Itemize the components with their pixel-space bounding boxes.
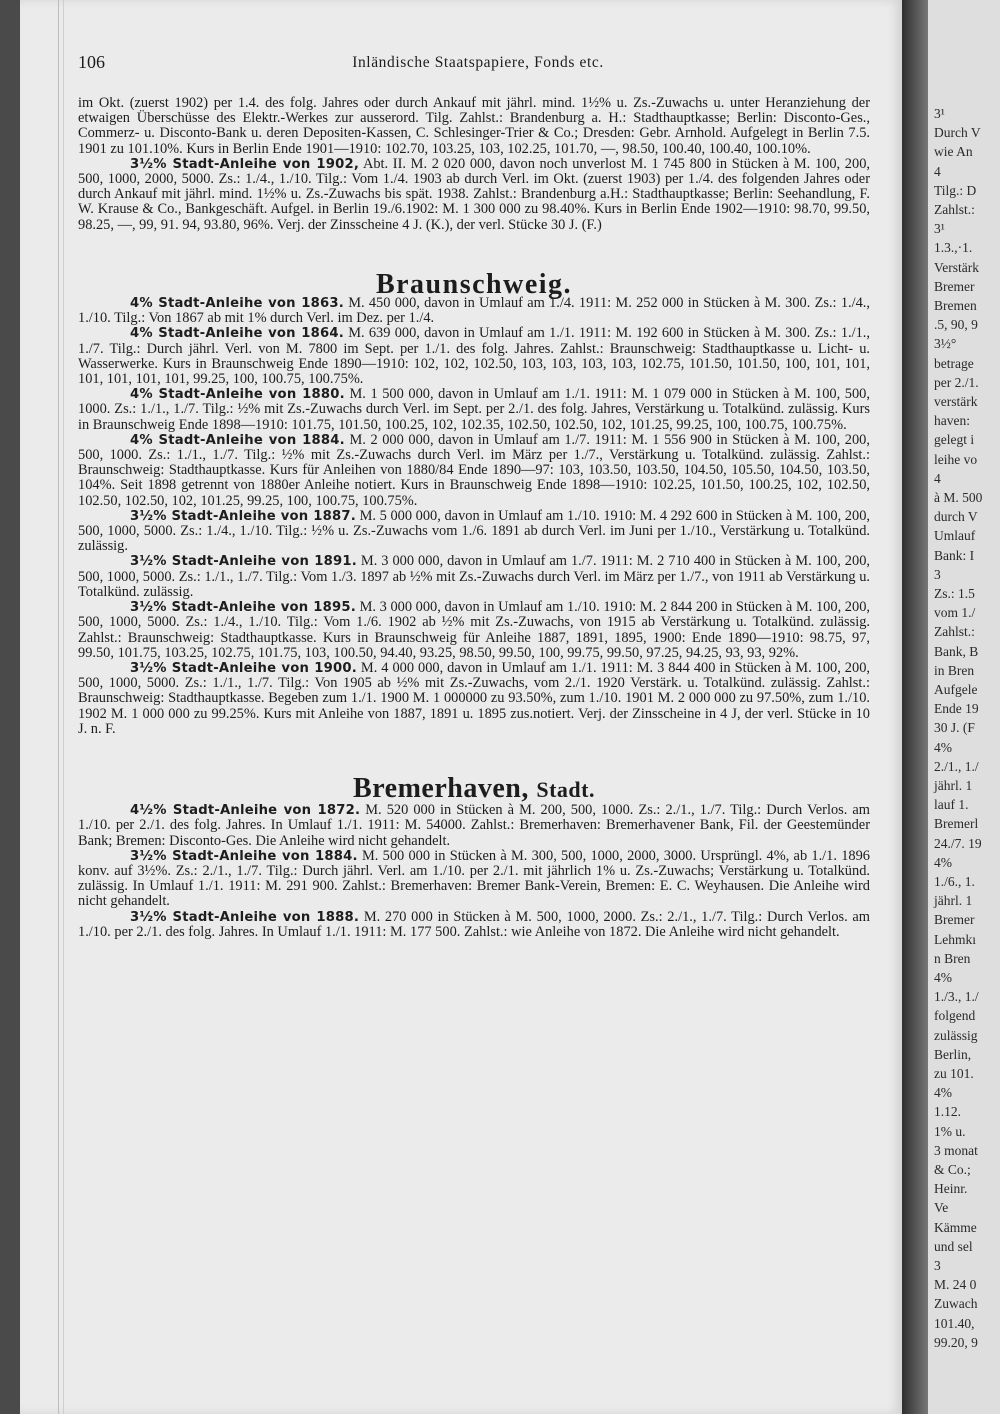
adjacent-page-fragment: in Bren bbox=[934, 662, 975, 678]
adjacent-page-fragment: jährl. 1 bbox=[934, 778, 973, 793]
adjacent-page-fragment: 3½° bbox=[934, 336, 957, 352]
entry-title: 3½% Stadt-Anleihe von 1888. bbox=[130, 909, 360, 925]
entry-title: 4% Stadt-Anleihe von 1864. bbox=[130, 326, 344, 342]
entry-brandenburg-1902 bbox=[78, 157, 870, 233]
entry-braunschweig-1900 bbox=[78, 661, 870, 737]
adjacent-page-fragment: n Bren bbox=[934, 950, 971, 966]
adjacent-page-fragment: 2./1., 1./ bbox=[934, 758, 979, 774]
adjacent-page-fragment: 1./6., 1. bbox=[934, 874, 975, 889]
section-heading-bremerhaven bbox=[78, 772, 870, 804]
entry-braunschweig-1864 bbox=[78, 326, 870, 387]
adjacent-page-fragment: 3¹ bbox=[934, 106, 945, 121]
adjacent-page-fragment: Tilg.: D bbox=[934, 182, 977, 198]
adjacent-page-fragment: lauf 1. bbox=[934, 797, 969, 813]
adjacent-page-fragment: 1./3., 1./ bbox=[934, 989, 979, 1005]
adjacent-page-fragment: Bank: I bbox=[934, 547, 975, 563]
adjacent-page-fragment: Berlin, bbox=[934, 1046, 972, 1062]
entry-text: M. 639 000, davon in Umlauf am 1./1. 1911: M. 192 600 in Stücken à M. 300. Zs.: 1./1., 1./7. Tilg.: Durch jährl. Verl. von M. 7800 im Sept. per 1./1. des folg. Jahres. Zahlst.: Braunschweig: Stadthauptkasse u. Licht- u. Wasserwerke. Kurs in Braunschweig Ende 1890—1910: 102, 102, 102.50, 103, 103, 103, 103, 102.75, 101.50, 101.50, 100, 101, 101, 101, 101, 101, 101, 99.25, 100, 100.75, 100.75%. bbox=[78, 325, 870, 388]
entry-title: 4% Stadt-Anleihe von 1863. bbox=[130, 296, 344, 312]
adjacent-page-fragment: Lehmkı bbox=[934, 931, 976, 947]
adjacent-page-fragment: Ende 19 bbox=[934, 701, 979, 717]
entry-braunschweig-1880 bbox=[78, 387, 870, 433]
adjacent-page-fragment: 4% bbox=[934, 970, 952, 985]
adjacent-page-fragment: Bremer bbox=[934, 278, 975, 294]
adjacent-page-fragment: 4% bbox=[934, 1085, 952, 1101]
page-number: 106 bbox=[78, 52, 105, 72]
adjacent-page-fragment: 101.40, bbox=[934, 1315, 975, 1331]
adjacent-page-fragment: 1% u. bbox=[934, 1123, 966, 1139]
adjacent-page-fragment: Kämme bbox=[934, 1219, 977, 1235]
adjacent-page-fragment: 24./7. 19 bbox=[934, 835, 982, 851]
entry-text: M. 1 500 000, davon in Umlauf am 1./1. 1911: M. 1 079 000 in Stücken à M. 100, 500, 1000. Zs.: 1./1., 1./7. Tilg.: ½% mit Zs.-Zuwachs durch Verl. im Sept. per 2./1. des folg. Jahres, Verstärkung u. Totalkünd. zulässig. Kurs in Braunschweig Ende 1898—1910: 101.75, 101.50, 100.25, 102, 102.35, 102.50, 102.50, 102, 101.25, 99.25, 100, 100.75, 100.75%. bbox=[78, 386, 870, 433]
heading-main: Bremerhaven, bbox=[353, 772, 529, 804]
adjacent-page-fragment: vom 1./ bbox=[934, 605, 976, 621]
entry-braunschweig-1895 bbox=[78, 600, 870, 661]
adjacent-page-fragment: 1.3.,·1. bbox=[934, 240, 973, 256]
adjacent-page-fragment: 4% bbox=[934, 739, 952, 755]
page-header bbox=[78, 52, 878, 76]
entry-title: 3½% Stadt-Anleihe von 1900. bbox=[130, 660, 357, 676]
adjacent-page-fragment: Zahlst.: bbox=[934, 624, 975, 640]
entry-text: M. 450 000, davon in Umlauf am 1./4. 1911: M. 252 000 in Stücken à M. 300. Zs.: 1./4., 1./10. Tilg.: Von 1867 ab mit 1% durch Verl. im Dez. per 1./4. bbox=[78, 295, 870, 327]
adjacent-page-fragment: Zs.: 1.5 bbox=[934, 586, 975, 601]
entry-braunschweig-1891 bbox=[78, 554, 870, 600]
adjacent-page-fragment: zulässig bbox=[934, 1027, 978, 1043]
entry-text: Abt. II. M. 2 020 000, davon noch unverlost M. 1 745 800 in Stücken à M. 100, 200, 500, 1000, 2000, 5000. Zs.: 1./4., 1./10. Tilg.: Vom 1./4. 1903 ab durch Verl. im Okt. (zuerst 1903) per 1./4. des folgenden Jahres oder durch Ankauf mit jährl. mind. 1½% u. Zs.-Zuwachs bis spät. 1938. Zahlst.: Brandenburg a.H.: Stadthauptkasse; Berlin: Seehandlung, F. W. Krause & Co., Bankgeschäft. Aufgel. in Berlin 19./6.1902: M. 1 300 000 zu 98.40%. Kurs in Berlin Ende 1902—1910: 98.70, 99.50, 98.25, —, 99, 91. 94, 93.80, 96%. Verj. der Zinsscheine 4 J. (K.), der verl. Stücke 30 J. (F.) bbox=[78, 155, 870, 233]
adjacent-page-fragment: 4 bbox=[934, 163, 941, 179]
entry-title: 3½% Stadt-Anleihe von 1895. bbox=[130, 600, 356, 616]
adjacent-page-fragment: M. 24 0 bbox=[934, 1277, 977, 1293]
entry-braunschweig-1887 bbox=[78, 509, 870, 555]
entry-title: 4% Stadt-Anleihe von 1884. bbox=[130, 432, 345, 448]
entry-bremerhaven-1872 bbox=[78, 803, 870, 849]
adjacent-page-fragment: Bank, B bbox=[934, 643, 979, 659]
entry-text: M. 2 000 000, davon in Umlauf am 1./7. 1911: M. 1 556 900 in Stücken à M. 100, 200, 500, 1000. Zs.: 1./1., 1./7. Tilg.: ½% mit Zs.-Zuwachs durch Verl. im März per 1./7., Verstärkung u. Totalkünd. zulässig. Zahlst.: Braunschweig: Stadthauptkasse. Kurs für Anleihen von 1880/84 Ende 1890—97: 103, 103.50, 103.50, 104.50, 105.50, 104.50, 103.50, 104%. Seit 1898 getrennt von 1880er Anleihe notiert. Kurs in Braunschweig Ende 1898—1910: 102.25, 101.50, 100.25, 102, 102.50, 102.50, 102.50, 102, 101.25, 99.25, 100, 100.75, 100.75%. bbox=[78, 431, 870, 509]
adjacent-page-fragment: 99.20, 9 bbox=[934, 1334, 978, 1350]
adjacent-page-fragment: 4% bbox=[934, 854, 952, 870]
entry-title: 4½% Stadt-Anleihe von 1872. bbox=[130, 803, 361, 819]
adjacent-page-fragment: & Co.; bbox=[934, 1162, 971, 1177]
adjacent-page-fragment: 3 bbox=[934, 1258, 941, 1273]
entry-text: M. 5 000 000, davon in Umlauf am 1./10. 1910: M. 4 292 600 in Stücken à M. 100, 200, 500, 1000, 5000. Zs.: 1./4., 1./10. Tilg.: ½% u. Zs.-Zuwachs vom 1./6. 1891 ab durch Verl. im Juni per 1./10., Verstärkung u. Totalkünd. zulässig. bbox=[78, 507, 870, 555]
section-heading-braunschweig: Braunschweig. bbox=[375, 268, 573, 300]
adjacent-page-fragment: verstärk bbox=[934, 394, 978, 409]
entry-text: M. 520 000 in Stücken à M. 200, 500, 1000. Zs.: 2./1., 1./7. Tilg.: Durch Verlos. am 1./10. per 2./1. des folg. Jahres. In Umlauf 1./1. 1911: M. 54000. Zahlst.: Bremerhaven: Bremerhavener Bank, Fil. der Geestemünder Bank; Bremen: Disconto-Ges. Die Anleihe wird nicht gehandelt. bbox=[78, 802, 870, 849]
adjacent-page-fragment: jährl. 1 bbox=[934, 893, 973, 909]
page-body bbox=[78, 96, 870, 940]
running-head: Inländische Staatspapiere, Fonds etc. bbox=[352, 54, 604, 71]
entry-title: 3½% Stadt-Anleihe von 1891. bbox=[130, 554, 357, 570]
adjacent-page-fragment: per 2./1. bbox=[934, 374, 979, 390]
adjacent-page-fragment: 1.12. bbox=[934, 1104, 961, 1120]
entry-title: 3½% Stadt-Anleihe von 1887. bbox=[130, 508, 356, 524]
adjacent-page-fragment: 3¹ bbox=[934, 221, 945, 237]
entry-text: M. 4 000 000, davon in Umlauf am 1./1. 1911: M. 3 844 400 in Stücken à M. 100, 200, 500, 1000, 5000. Zs.: 1./1., 1./7. Tilg.: Von 1905 ab ½% mit Zs.-Zuwachs, vom 2./1. 1920 Verstärk. u. Totalkünd. zulässig. Zahlst.: Braunschweig: Stadthauptkasse. Begeben zum 1./1. 1900 M. 1 000000 zu 93.50%, zum 1./10. 1901 M. 2 000 000 zu 97.50%, zum 1./10. 1902 M. 1 000 000 zu 99.25%. Kurs mit Anleihe von 1887, 1891 u. 1895 zus.notiert. Verj. der Zinsscheine in 4 J, der verl. Stücke in 10 J. n. F. bbox=[78, 659, 870, 737]
adjacent-page-fragment: zu 101. bbox=[934, 1066, 974, 1081]
adjacent-page-fragment: .5, 90, 9 bbox=[934, 317, 978, 333]
adjacent-page-fragment: 3 monat bbox=[934, 1142, 978, 1158]
adjacent-page-fragment: Bremer bbox=[934, 912, 975, 928]
adjacent-page-fragment: Zuwach bbox=[934, 1296, 978, 1312]
adjacent-page-fragment: 30 J. (F bbox=[934, 720, 975, 736]
adjacent-page-fragment: Bremerl bbox=[934, 816, 979, 832]
adjacent-page-fragment: Heinr. bbox=[934, 1181, 968, 1197]
adjacent-page-edge bbox=[928, 0, 1000, 1414]
adjacent-page-fragment: à M. 500 bbox=[934, 490, 983, 505]
entry-title: 4% Stadt-Anleihe von 1880. bbox=[130, 387, 345, 403]
adjacent-page-fragment: Ve bbox=[934, 1200, 949, 1216]
entry-braunschweig-1863 bbox=[78, 296, 870, 326]
adjacent-page-fragment: gelegt i bbox=[934, 432, 975, 448]
entry-title: 3½% Stadt-Anleihe von 1902, bbox=[130, 156, 360, 172]
adjacent-page-fragment: 4 bbox=[934, 470, 941, 486]
adjacent-page-fragment: Durch V bbox=[934, 125, 981, 141]
binding-edge bbox=[58, 0, 64, 1414]
entry-bremerhaven-1888 bbox=[78, 910, 870, 940]
entry-text: M. 3 000 000, davon in Umlauf am 1./10. 1910: M. 2 844 200 in Stücken à M. 100, 200, 500, 1000, 5000. Zs.: 1./4., 1./10. Tilg.: Vom 1./6. 1902 ab ½% mit Zs.-Zuwachs, von 1915 ab Verstärkung u. Totalkünd. zulässig. Zahlst.: Braunschweig: Stadthauptkasse. Kurs in Braunschweig für Anleihe 1887, 1891, 1895, 1900: Ende 1890—1910: 98.75, 97, 99.50, 101.75, 103.25, 102.75, 101.75, 103, 100.50, 94.40, 93.25, 98.50, 99.50, 100, 99.75, 99.50, 97.25, 94.25, 93, 93, 92%. bbox=[78, 599, 870, 661]
entry-braunschweig-1884 bbox=[78, 433, 870, 509]
adjacent-page-fragment: Umlauf bbox=[934, 528, 976, 544]
adjacent-page-fragment: durch V bbox=[934, 509, 978, 525]
adjacent-page-fragment: folgend bbox=[934, 1008, 976, 1024]
adjacent-page-fragment: haven: bbox=[934, 413, 970, 429]
entry-bremerhaven-1884 bbox=[78, 849, 870, 910]
entry-text: M. 270 000 in Stücken à M. 500, 1000, 2000. Zs.: 2./1., 1./7. Tilg.: Durch Verlos. am 1./10. per 2./1. des folg. Jahres. In Umlauf 1./1. 1911: M. 177 500. Zahlst.: wie Anleihe von 1872. Die Anleihe wird nicht gehandelt. bbox=[78, 908, 870, 940]
adjacent-page-fragment: 3 bbox=[934, 566, 941, 582]
adjacent-page-fragment: leihe vo bbox=[934, 451, 978, 467]
intro-continuation: im Okt. (zuerst 1902) per 1.4. des folg. Jahres oder durch Ankauf mit jährl. mind. 1½% u. Zs.-Zuwachs u. unter Heranziehung der etwaigen Überschüsse des Elektr.-Werkes zur ausserord. Tilg. Zahlst.: Brandenburg a. H.: Stadthauptkasse; Berlin: Disconto-Ges., Commerz- u. Disconto-Bank u. deren Depositen-Kassen, C. Schlesinger-Trier & Co.; Dresden: Gebr. Arnhold. Aufgelegt in Berlin 7.5. 1901 zu 101.10%. Kurs in Berlin Ende 1901—1910: 102.70, 103.25, 103, 102.25, 101.70, —, 98.50, 100.40, 100.40, 100.10%. bbox=[78, 95, 870, 157]
adjacent-page-fragment: und sel bbox=[934, 1238, 973, 1254]
entry-text: M. 500 000 in Stücken à M. 300, 500, 1000, 2000, 3000. Ursprüngl. 4%, ab 1./1. 1896 konv. auf 3½%. Zs.: 2./1., 1./7. Tilg.: Durch jährl. Verl. am 1./10. per 2./1. mit jährlich 1% u. Zs.-Zuwachs; Verstärkung u. Totalkünd. zulässig. In Umlauf 1./1. 1911: M. 291 900. Zahlst.: Bremerhaven: Bremer Bank-Verein, Bremen: E. C. Weyhausen. Die Anleihe wird nicht gehandelt. bbox=[78, 847, 870, 910]
adjacent-page-fragment: Zahlst.: bbox=[934, 202, 975, 217]
entry-title: 3½% Stadt-Anleihe von 1884. bbox=[130, 848, 358, 864]
adjacent-page-fragment: Bremen bbox=[934, 298, 977, 313]
page-gutter bbox=[902, 0, 928, 1414]
adjacent-page-fragment: Aufgele bbox=[934, 682, 978, 697]
adjacent-page-fragment: betrage bbox=[934, 355, 974, 371]
adjacent-page-fragment: wie An bbox=[934, 144, 973, 160]
heading-suffix: Stadt. bbox=[536, 776, 595, 802]
adjacent-page-fragment: Verstärk bbox=[934, 259, 979, 275]
entry-text: M. 3 000 000, davon in Umlauf am 1./7. 1911: M. 2 710 400 in Stücken à M. 100, 200, 500, 1000, 5000. Zs.: 1./1., 1./7. Tilg.: Vom 1./3. 1897 ab ½% mit Zs.-Zuwachs durch Verl. im März per 1./7., von 1911 ab Verstärkung u. Totalkünd. zulässig. bbox=[78, 553, 870, 600]
